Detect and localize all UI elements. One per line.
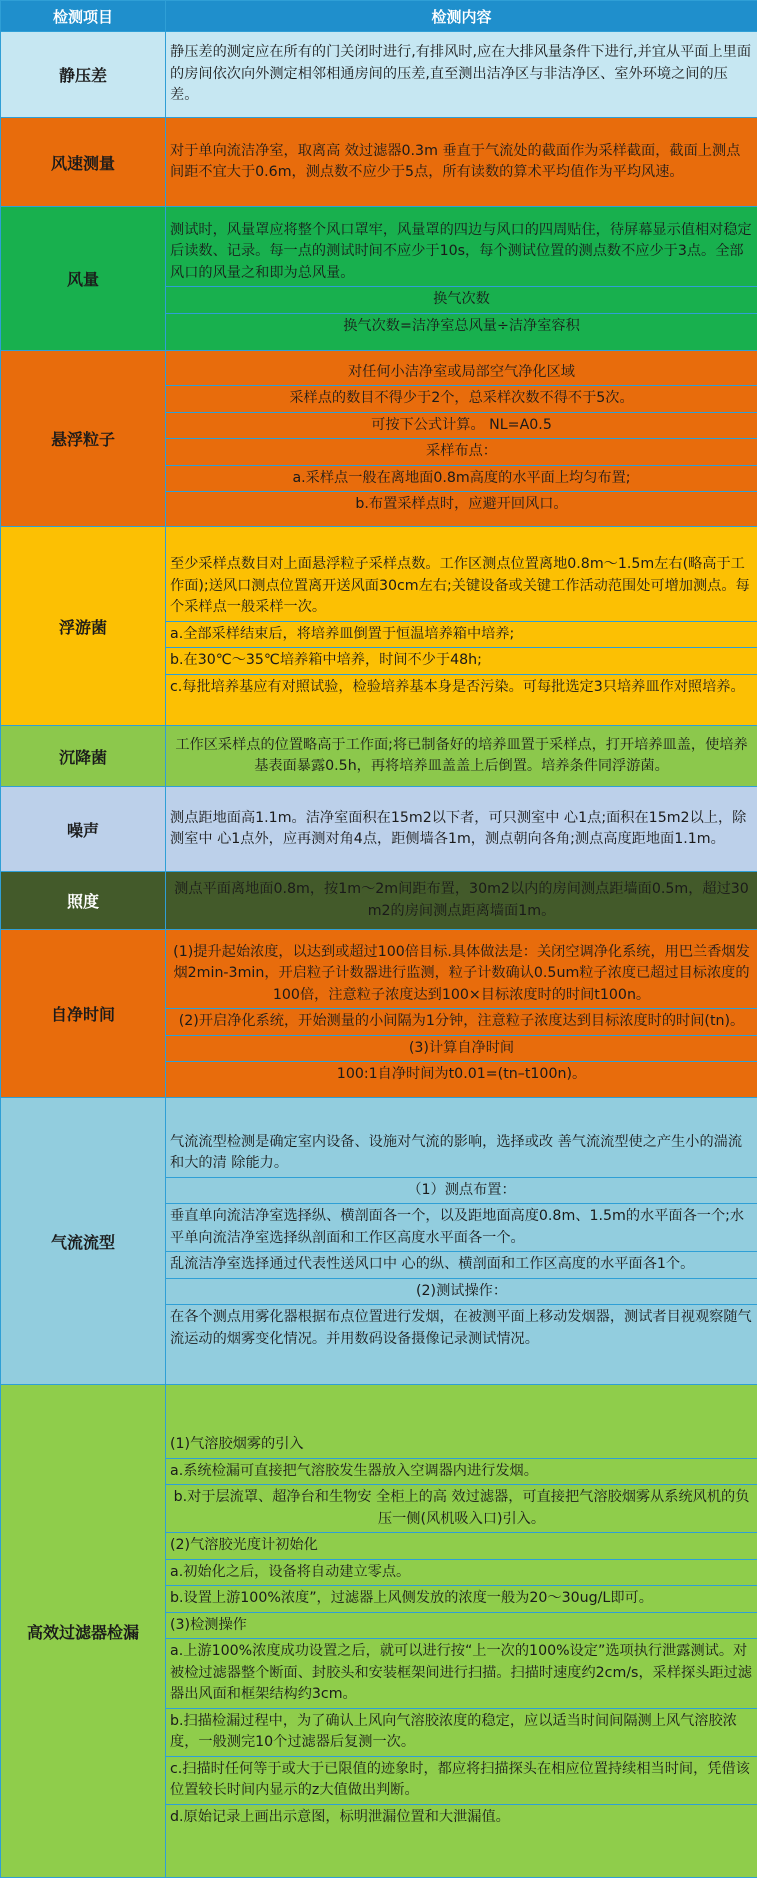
item-content: [166, 527, 757, 726]
table-row: [1, 930, 757, 1098]
item-name: 噪声: [1, 787, 166, 872]
content-line: 对任何小洁净室或局部空气净化区域: [166, 360, 757, 387]
content-line: 换气次数=洁净室总风量÷洁净室容积: [343, 317, 580, 334]
table-row: [1, 32, 757, 118]
item-content: [166, 1385, 757, 1878]
content-line: a.系统检漏可直接把气溶胶发生器放入空调器内进行发烟。: [166, 1459, 757, 1486]
content-line: a.采样点一般在离地面0.8m高度的水平面上均匀布置;: [166, 466, 757, 493]
content-line: c.扫描时任何等于或大于已限值的迹象时，都应将扫描探头在相应位置持续相当时间，凭借该位置较长时间内显示的z大值做出判断。: [166, 1757, 757, 1805]
item-content: [166, 872, 757, 930]
header-content: 检测内容: [166, 1, 757, 32]
item-content: [166, 207, 757, 351]
content-line: c.每批培养基应有对照试验，检验培养基本身是否污染。可每批选定3只培养皿作对照培养。: [170, 678, 745, 695]
content-line: 采样布点：: [166, 439, 757, 466]
content-line: b.对于层流罩、超净台和生物安 全柜上的高 效过滤器，可直接把气溶胶烟雾从系统风机的负压一侧(风机吸入口)引入。: [166, 1485, 757, 1533]
content-line: b.布置采样点时，应避开回风口。: [355, 496, 568, 512]
item-name: 风速测量: [1, 118, 166, 207]
header-item: 检测项目: [1, 1, 166, 32]
table-row: [1, 872, 757, 930]
content-line: 乱流洁净室选择通过代表性送风口中 心的纵、横剖面和工作区高度的水平面各1个。: [166, 1252, 757, 1279]
content-line: （1）测点布置：: [166, 1178, 757, 1205]
item-name: 静压差: [1, 32, 166, 118]
content-line: (1)气溶胶烟雾的引入: [166, 1432, 757, 1459]
content-line: (3)计算自净时间: [166, 1036, 757, 1063]
item-content: [166, 351, 757, 527]
content-line: b.设置上游100%浓度”，过滤器上风侧发放的浓度一般为20～30ug/L即可。: [166, 1586, 757, 1613]
content-line: (2)测试操作：: [166, 1279, 757, 1306]
item-content: [166, 32, 757, 118]
table-row: [1, 207, 757, 351]
content-line: 在各个测点用雾化器根据布点位置进行发烟，在被测平面上移动发烟器，测试者目视观察随气流运动的烟雾变化情况。并用数码设备摄像记录测试情况。: [170, 1309, 752, 1347]
item-content: [166, 787, 757, 872]
content-line: d.原始记录上画出示意图，标明泄漏位置和大泄漏值。: [170, 1808, 510, 1825]
content-line: a.初始化之后，设备将自动建立零点。: [166, 1560, 757, 1587]
content-line: a.上游100%浓度成功设置之后，就可以进行按“上一次的100%设定”选项执行泄露测试。对被检过滤器整个断面、封胶头和安装框架间进行扫描。扫描时速度约2cm/s，采样探头距过滤器出风面和框架结构约3cm。: [166, 1639, 757, 1709]
table-row: [1, 118, 757, 207]
table-row: [1, 1385, 757, 1878]
item-name: 浮游菌: [1, 527, 166, 726]
content-line: 静压差的测定应在所有的门关闭时进行,有排风时,应在大排风量条件下进行,并宜从平面上里面的房间依次向外测定相邻相通房间的压差,直至测出洁净区与非洁净区、室外环境之间的压差。: [170, 44, 752, 104]
content-line: 测点距地面高1.1m。洁净室面积在15m2以下者，可只测室中 心1点;面积在15m2以上，除测室中 心1点外，应再测对角4点，距侧墙各1m，测点朝向各角;测点高度距地面1.1m。: [170, 809, 747, 847]
content-line: 气流流型检测是确定室内设备、设施对气流的影响，选择或改 善气流流型使之产生小的湍流和大的清 除能力。: [166, 1130, 757, 1178]
table-row: [1, 726, 757, 787]
content-line: a.全部采样结束后，将培养皿倒置于恒温培养箱中培养;: [166, 622, 757, 649]
content-line: (3)检测操作: [166, 1613, 757, 1640]
item-name: 高效过滤器检漏: [1, 1385, 166, 1878]
content-line: 工作区采样点的位置略高于工作面;将已制备好的培养皿置于采样点，打开培养皿盖，使培养基表面暴露0.5h，再将培养皿盖盖上后倒置。培养条件同浮游菌。: [175, 736, 748, 774]
content-line: b.在30℃～35℃培养箱中培养，时间不少于48h;: [166, 648, 757, 675]
item-name: 悬浮粒子: [1, 351, 166, 527]
item-content: [166, 1098, 757, 1385]
content-line: 测试时，风量罩应将整个风口罩牢，风量罩的四边与风口的四周贴住，待屏幕显示值相对稳定后读数、记录。每一点的测试时间不应少于10s，每个测试位置的测点数不应少于3点。全部风口的风量之和即为总风量。: [166, 218, 757, 288]
header-row: [1, 1, 757, 32]
content-line: b.扫描检漏过程中，为了确认上风向气溶胶浓度的稳定，应以适当时间间隔测上风气溶胶浓度，一般测完10个过滤器后复测一次。: [166, 1709, 757, 1757]
content-line: 换气次数: [166, 287, 757, 314]
table-row: [1, 1098, 757, 1385]
content-line: 测点平面离地面0.8m，按1m～2m间距布置，30m2以内的房间测点距墙面0.5m，超过30m2的房间测点距离墙面1m。: [174, 881, 749, 919]
content-line: 100:1自净时间为t0.01=(tn–t100n)。: [336, 1066, 587, 1082]
item-name: 照度: [1, 872, 166, 930]
item-name: 风量: [1, 207, 166, 351]
item-content: [166, 726, 757, 787]
item-name: 自净时间: [1, 930, 166, 1098]
table-row: [1, 351, 757, 527]
content-line: (1)提升起始浓度，以达到或超过100倍目标.具体做法是：关闭空调净化系统，用巴兰香烟发烟2min-3min，开启粒子计数器进行监测，粒子计数确认0.5um粒子浓度已超过目标浓度的100倍，注意粒子浓度达到100×目标浓度时的时间t100n。: [166, 940, 757, 1010]
table-row: [1, 527, 757, 726]
content-line: (2)开启净化系统，开始测量的小间隔为1分钟，注意粒子浓度达到目标浓度时的时间(tn)。: [166, 1009, 757, 1036]
content-line: 采样点的数目不得少于2个，总采样次数不得不于5次。: [166, 386, 757, 413]
content-line: (2)气溶胶光度计初始化: [166, 1533, 757, 1560]
item-name: 沉降菌: [1, 726, 166, 787]
content-line: 可按下公式计算。 NL=A0.5: [166, 413, 757, 440]
content-line: 垂直单向流洁净室选择纵、横剖面各一个，以及距地面高度0.8m、1.5m的水平面各一个;水平单向流洁净室选择纵剖面和工作区高度水平面各一个。: [166, 1204, 757, 1252]
content-line: 至少采样点数目对上面悬浮粒子采样点数。工作区测点位置离地0.8m～1.5m左右(略高于工作面);送风口测点位置离开送风面30cm左右;关键设备或关键工作活动范围处可增加测点。每个采样点一般采样一次。: [166, 552, 757, 622]
table-row: [1, 787, 757, 872]
item-content: [166, 930, 757, 1098]
content-line: 对于单向流洁净室，取离高 效过滤器0.3m 垂直于气流处的截面作为采样截面，截面上测点间距不宜大于0.6m，测点数不应少于5点，所有读数的算术平均值作为平均风速。: [170, 142, 741, 180]
item-name: 气流流型: [1, 1098, 166, 1385]
item-content: [166, 118, 757, 207]
